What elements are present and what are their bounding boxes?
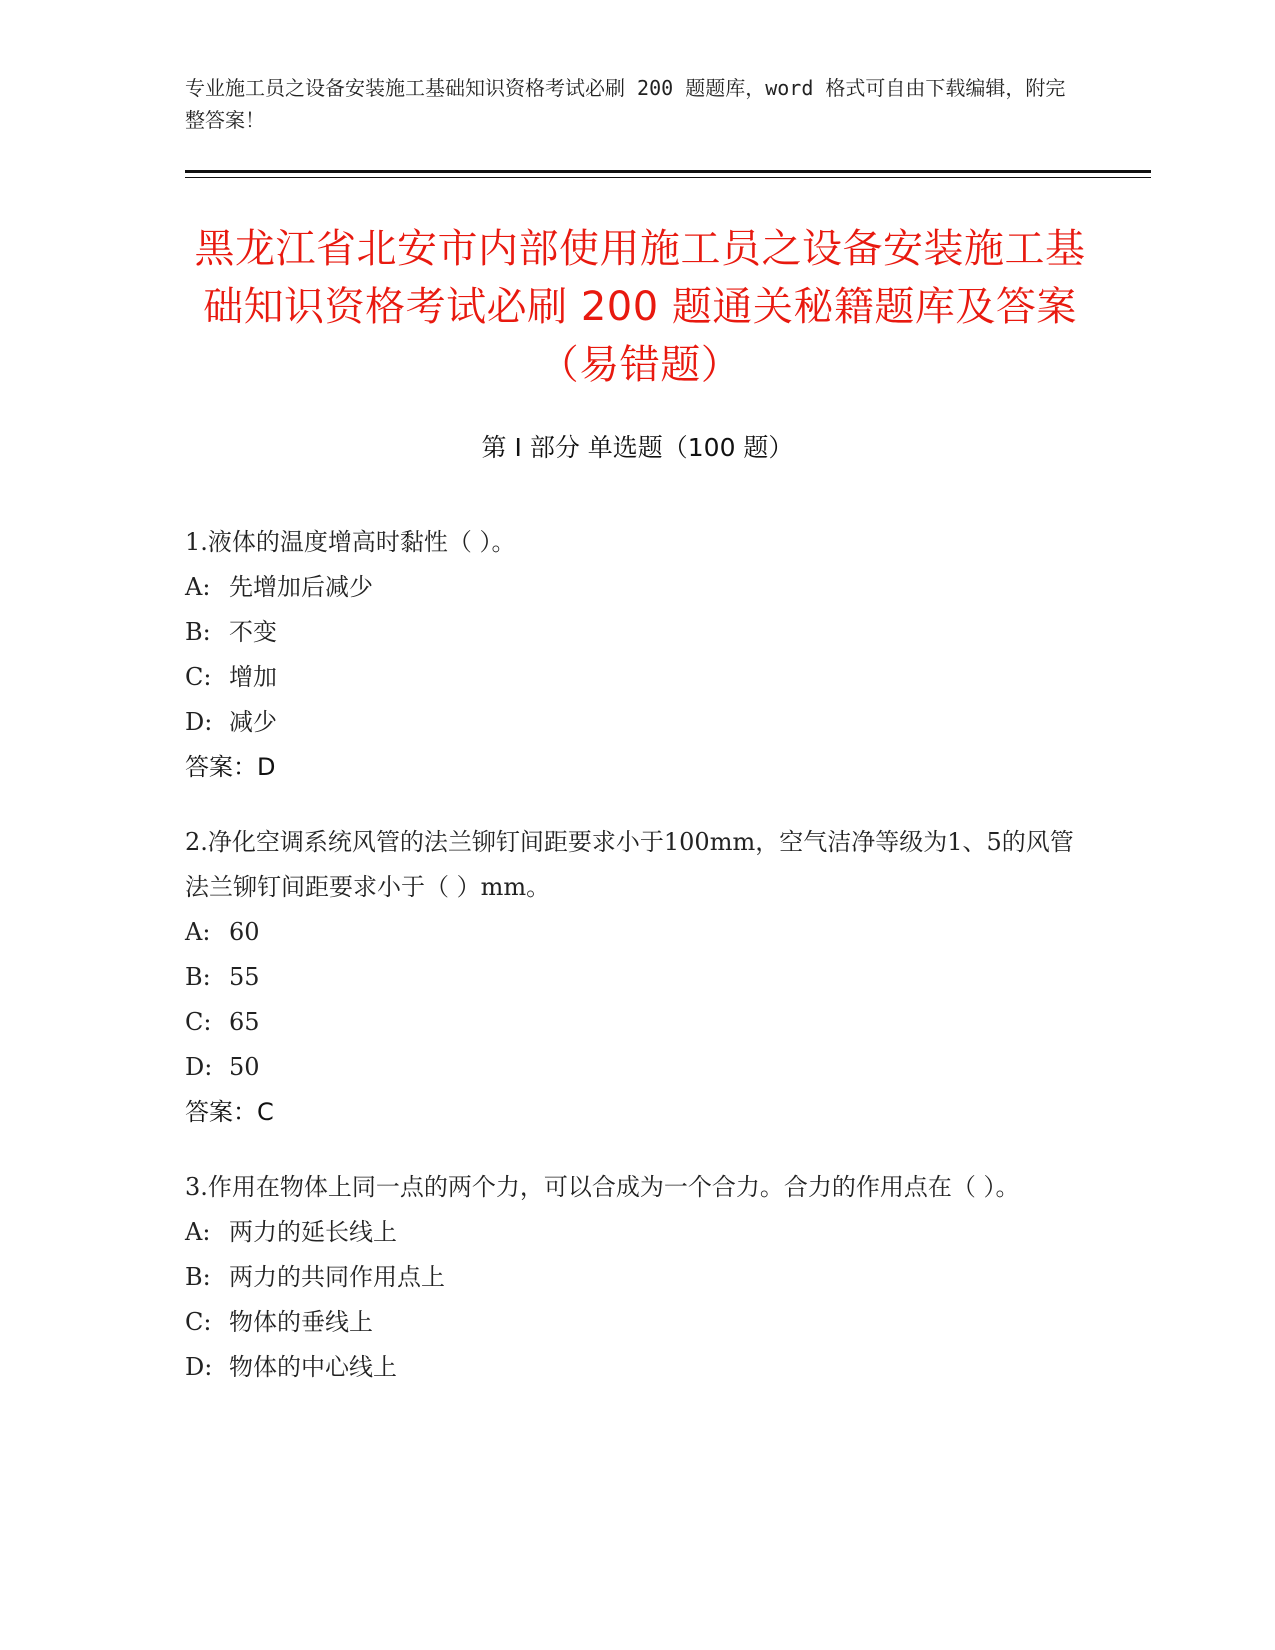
- question-item: [185, 820, 1085, 1135]
- option-c: [185, 1000, 1085, 1045]
- option-c: [185, 1300, 1085, 1345]
- question-list: [185, 520, 1085, 1420]
- header-rule-thick: [185, 170, 1151, 173]
- option-letter: D:: [185, 1353, 213, 1381]
- option-d: [185, 700, 1085, 745]
- option-text: 先增加后减少: [229, 573, 373, 601]
- option-b: [185, 610, 1085, 655]
- option-text: 55: [229, 963, 260, 991]
- section-title: 第 I 部分 单选题（100 题）: [481, 433, 794, 462]
- option-letter: B:: [185, 1263, 211, 1291]
- option-letter: A:: [185, 918, 211, 946]
- option-d: [185, 1345, 1085, 1390]
- question-stem: 2.净化空调系统风管的法兰铆钉间距要求小于100mm，空气洁净等级为1、5的风管法兰铆钉间距要求小于（ ）mm。: [185, 828, 1074, 901]
- option-text: 65: [229, 1008, 260, 1036]
- question-stem: 1.液体的温度增高时黏性（ ）。: [185, 528, 516, 556]
- option-text: 增加: [229, 663, 277, 691]
- option-letter: C:: [185, 1308, 212, 1336]
- question-item: [185, 520, 1085, 790]
- document-title: 黑龙江省北安市内部使用施工员之设备安装施工基础知识资格考试必刷 200 题通关秘籍题库及答案（易错题）: [194, 226, 1086, 388]
- answer-line: 答案：D: [185, 753, 276, 781]
- option-b: [185, 955, 1085, 1000]
- option-letter: D:: [185, 1053, 213, 1081]
- option-b: [185, 1255, 1085, 1300]
- option-letter: B:: [185, 963, 211, 991]
- option-text: 减少: [229, 708, 277, 736]
- header-rule-thin: [185, 177, 1151, 178]
- option-c: [185, 655, 1085, 700]
- option-a: [185, 565, 1085, 610]
- option-a: [185, 1210, 1085, 1255]
- question-item: [185, 1165, 1085, 1390]
- option-text: 两力的共同作用点上: [229, 1263, 445, 1291]
- option-letter: A:: [185, 1218, 211, 1246]
- option-text: 不变: [229, 618, 277, 646]
- option-letter: A:: [185, 573, 211, 601]
- option-text: 两力的延长线上: [229, 1218, 397, 1246]
- option-d: [185, 1045, 1085, 1090]
- answer-line: 答案：C: [185, 1098, 274, 1126]
- option-letter: C:: [185, 663, 212, 691]
- question-stem: 3.作用在物体上同一点的两个力，可以合成为一个合力。合力的作用点在（ ）。: [185, 1173, 1020, 1201]
- option-letter: B:: [185, 618, 211, 646]
- option-a: [185, 910, 1085, 955]
- option-text: 50: [229, 1053, 260, 1081]
- option-letter: C:: [185, 1008, 212, 1036]
- header-note: 专业施工员之设备安装施工基础知识资格考试必刷 200 题题库，word 格式可自由下载编辑，附完整答案！: [185, 76, 1066, 132]
- option-text: 物体的垂线上: [229, 1308, 373, 1336]
- option-letter: D:: [185, 708, 213, 736]
- option-text: 物体的中心线上: [229, 1353, 397, 1381]
- option-text: 60: [229, 918, 260, 946]
